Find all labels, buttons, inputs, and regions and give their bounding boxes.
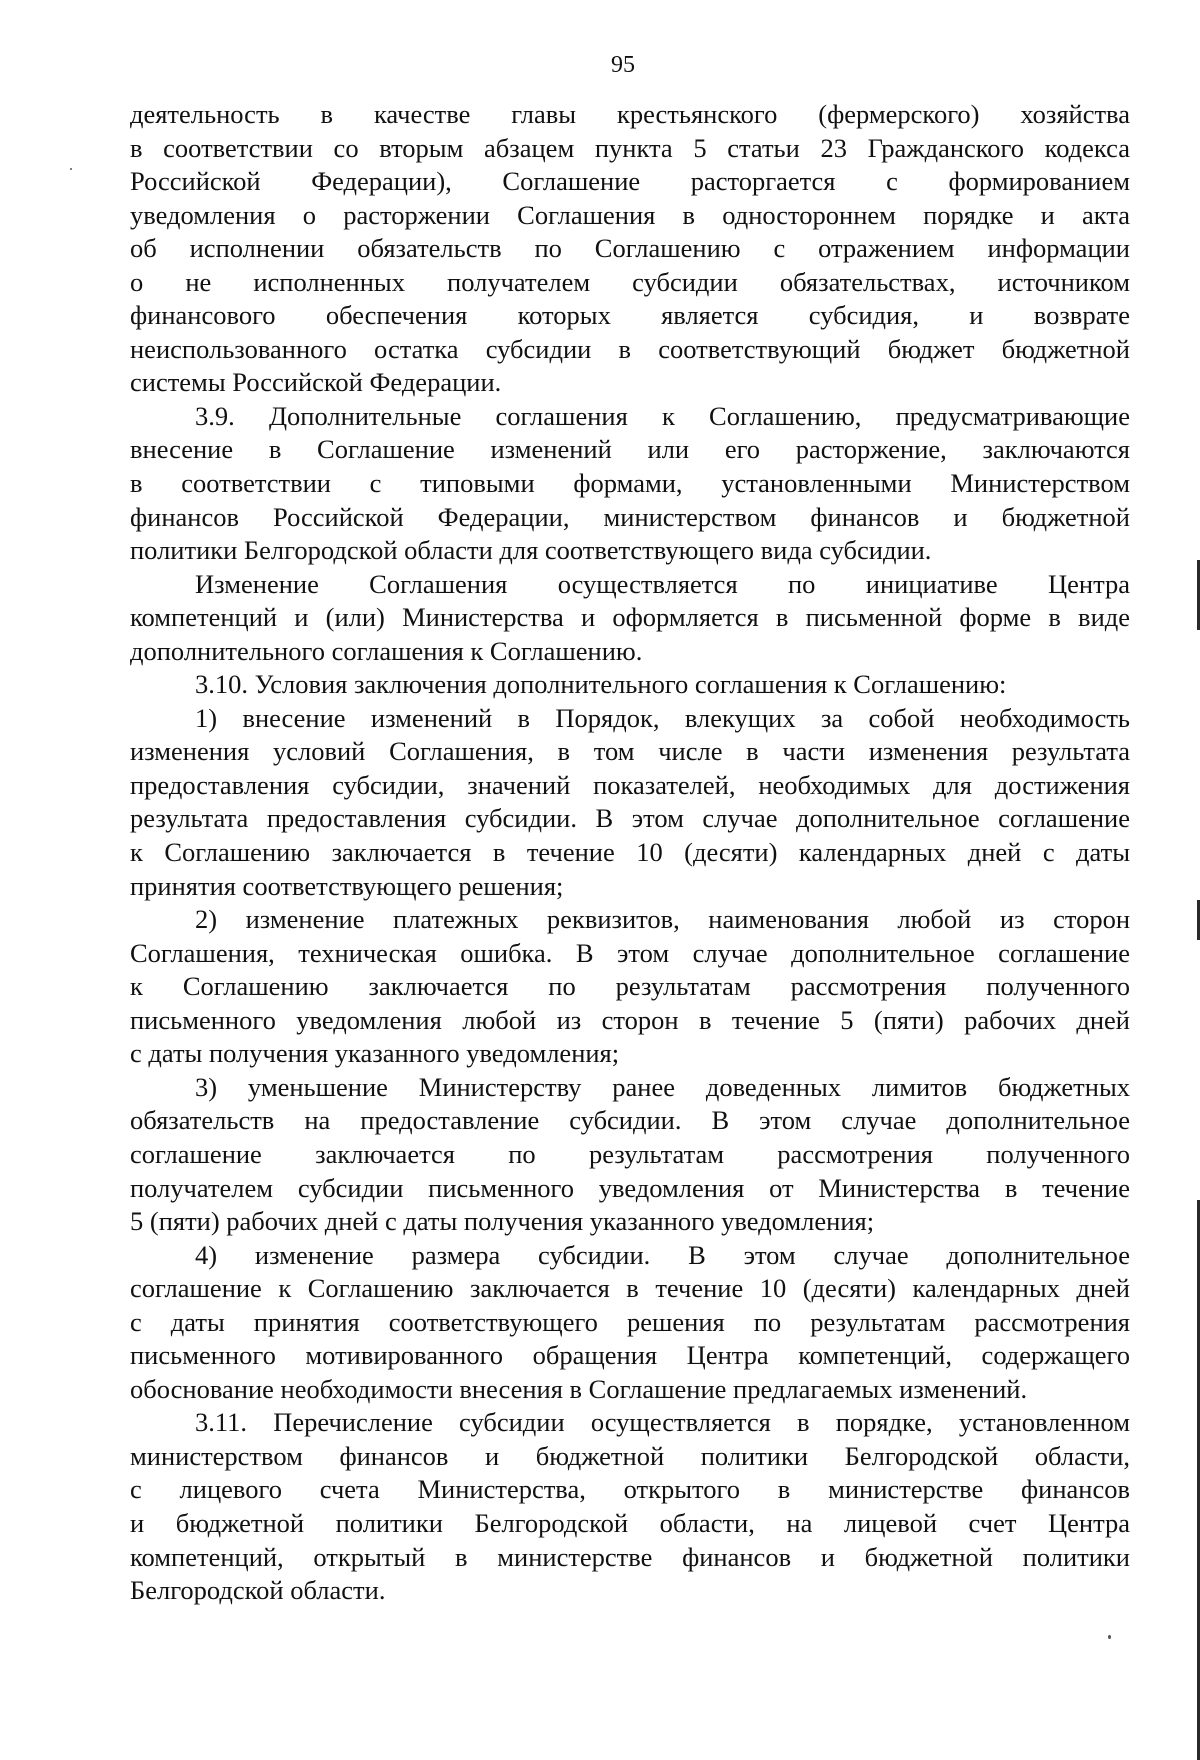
text-line: 3.9. Дополнительные соглашения к Соглашению, предусматривающие (195, 400, 1130, 431)
text-line: в соответствии с типовыми формами, установленными Министерством (130, 468, 1130, 499)
text-line: уведомления о расторжении Соглашения в одностороннем порядке и акта (130, 199, 1130, 230)
paragraph (130, 568, 1130, 669)
paragraph (130, 668, 1130, 702)
text-line: о не исполненных получателем субсидии обязательствах, источником (130, 266, 1130, 297)
text-line: Соглашения, техническая ошибка. В этом случае дополнительное соглашение (130, 937, 1130, 968)
text-line: с даты получения указанного уведомления; (130, 1038, 620, 1069)
text-line: принятия соответствующего решения; (130, 870, 564, 901)
text-line: внесение в Соглашение изменений или его расторжение, заключаются (130, 434, 1130, 465)
scan-speck (1108, 1635, 1111, 1639)
text-line: политики Белгородской области для соответствующего вида субсидии. (130, 535, 932, 566)
paragraph (130, 1071, 1130, 1239)
text-line: в соответствии со вторым абзацем пункта 5 статьи 23 Гражданского кодекса (130, 132, 1130, 163)
scan-speck (70, 168, 72, 170)
paragraph (130, 98, 1130, 400)
text-line: Изменение Соглашения осуществляется по инициативе Центра (195, 568, 1130, 599)
text-line: 1) внесение изменений в Порядок, влекущих за собой необходимость (195, 702, 1130, 733)
text-line: 3.10. Условия заключения дополнительного соглашения к Соглашению: (195, 669, 1007, 700)
text-line: неиспользованного остатка субсидии в соответствующий бюджет бюджетной (130, 333, 1130, 364)
text-line: и бюджетной политики Белгородской области, на лицевой счет Центра (130, 1507, 1130, 1538)
text-line: 3.11. Перечисление субсидии осуществляется в порядке, установленном (195, 1407, 1130, 1438)
paragraph (130, 400, 1130, 568)
text-line: обязательств на предоставление субсидии. В этом случае дополнительное (130, 1105, 1130, 1136)
text-line: финансов Российской Федерации, министерством финансов и бюджетной (130, 501, 1130, 532)
text-line: получателем субсидии письменного уведомления от Министерства в течение (130, 1172, 1130, 1203)
text-line: письменного уведомления любой из сторон в течение 5 (пяти) рабочих дней (130, 1004, 1130, 1035)
page-number: 95 (611, 52, 635, 78)
text-line: компетенций, открытый в министерстве финансов и бюджетной политики (130, 1541, 1130, 1572)
text-line: об исполнении обязательств по Соглашению с отражением информации (130, 233, 1130, 264)
paragraph (130, 1406, 1130, 1607)
text-line: к Соглашению заключается в течение 10 (десяти) календарных дней с даты (130, 837, 1130, 868)
paragraph (130, 702, 1130, 903)
text-line: изменения условий Соглашения, в том числе в части изменения результата (130, 736, 1130, 767)
text-line: письменного мотивированного обращения Центра компетенций, содержащего (130, 1340, 1130, 1371)
text-line: обоснование необходимости внесения в Соглашение предлагаемых изменений. (130, 1373, 1028, 1404)
text-line: Белгородской области. (130, 1575, 386, 1606)
text-line: системы Российской Федерации. (130, 367, 502, 398)
text-line: с лицевого счета Министерства, открытого в министерстве финансов (130, 1474, 1130, 1505)
paragraph (130, 903, 1130, 1071)
text-line: предоставления субсидии, значений показателей, необходимых для достижения (130, 769, 1130, 800)
text-line: 5 (пяти) рабочих дней с даты получения указанного уведомления; (130, 1206, 875, 1237)
text-line: 3) уменьшение Министерству ранее доведенных лимитов бюджетных (195, 1071, 1130, 1102)
text-line: Российской Федерации), Соглашение расторгается с формированием (130, 166, 1130, 197)
text-line: соглашение к Соглашению заключается в течение 10 (десяти) календарных дней (130, 1273, 1130, 1304)
text-line: соглашение заключается по результатам рассмотрения полученного (130, 1138, 1130, 1169)
text-line: финансового обеспечения которых является субсидия, и возврате (130, 300, 1130, 331)
text-line: 4) изменение размера субсидии. В этом случае дополнительное (195, 1239, 1130, 1270)
text-line: компетенций и (или) Министерства и оформляется в письменной форме в виде (130, 602, 1130, 633)
text-line: результата предоставления субсидии. В этом случае дополнительное соглашение (130, 803, 1130, 834)
text-line: дополнительного соглашения к Соглашению. (130, 635, 643, 666)
document-body (130, 98, 1130, 1608)
text-line: к Соглашению заключается по результатам рассмотрения полученного (130, 971, 1130, 1002)
text-line: 2) изменение платежных реквизитов, наименования любой из сторон (195, 904, 1130, 935)
text-line: министерством финансов и бюджетной политики Белгородской области, (130, 1440, 1130, 1471)
paragraph (130, 1239, 1130, 1407)
text-line: с даты принятия соответствующего решения по результатам рассмотрения (130, 1306, 1130, 1337)
text-line: деятельность в качестве главы крестьянского (фермерского) хозяйства (130, 99, 1130, 129)
